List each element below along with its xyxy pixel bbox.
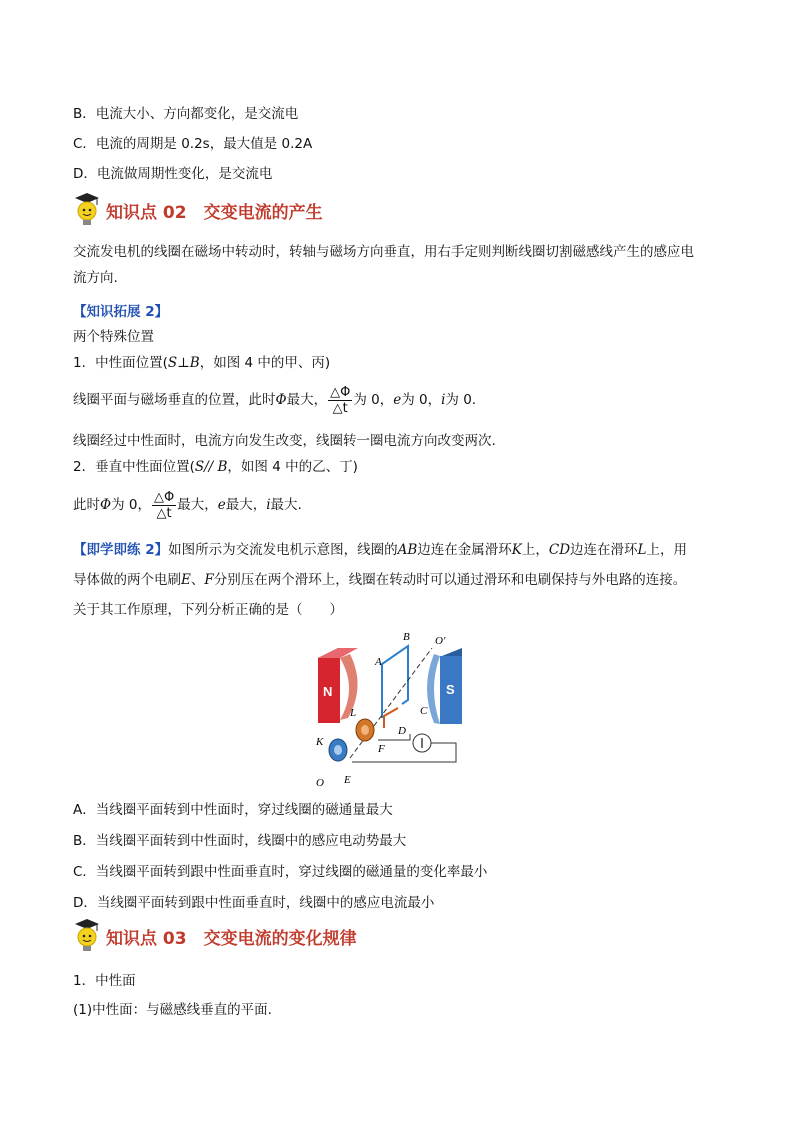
lightbulb-scholar-icon — [72, 192, 102, 228]
practice-line2: 导体做的两个电刷E、F分别压在两个滑环上，线圈在转动时可以通过滑环和电刷保持与外电路的连接。 — [73, 572, 687, 588]
practice-option-b[interactable]: B．当线圈平面转到中性面时，线圈中的感应电动势最大 — [73, 833, 407, 849]
svg-text:A: A — [375, 656, 382, 668]
perpendicular-plane-desc: 此时Φ为 0， $\frac{\triangle\Phi}{\triangle t}$ 最大，e最大，i最大. — [73, 489, 302, 521]
section-heading-03 — [72, 918, 357, 954]
practice-option-c[interactable]: C．当线圈平面转到跟中性面垂直时，穿过线圈的磁通量的变化率最小 — [73, 864, 488, 880]
two-special-positions: 两个特殊位置 — [73, 329, 154, 345]
svg-text:O: O — [316, 777, 324, 789]
svg-text:E: E — [344, 774, 351, 786]
svg-text:D: D — [398, 725, 406, 737]
section2-intro-line2: 流方向. — [73, 270, 118, 286]
option-c-prev: C．电流的周期是 0.2s，最大值是 0.2A — [73, 136, 313, 152]
practice-option-d[interactable]: D．当线圈平面转到跟中性面垂直时，线圈中的感应电流最小 — [73, 895, 435, 911]
practice-option-a[interactable]: A．当线圈平面转到中性面时，穿过线圈的磁通量最大 — [73, 802, 393, 818]
option-d-prev: D．电流做周期性变化，是交流电 — [73, 166, 273, 182]
svg-text:O′: O′ — [435, 635, 446, 647]
direction-change-note: 线圈经过中性面时，电流方向发生改变，线圈转一圈电流方向改变两次. — [73, 433, 496, 449]
practice-line3: 关于其工作原理，下列分析正确的是（ ） — [73, 602, 343, 618]
svg-text:L: L — [350, 707, 357, 719]
ac-generator-figure — [310, 628, 480, 790]
practice-label: 【即学即练 2】 — [73, 542, 169, 558]
flux-rate-fraction: $\frac{\triangle\Phi}{\triangle t}$ — [330, 384, 351, 416]
lightbulb-scholar-icon — [72, 918, 102, 954]
knowledge-expand-label: 【知识拓展 2】 — [73, 304, 169, 320]
svg-text:K: K — [316, 736, 324, 748]
svg-text:N: N — [323, 684, 333, 699]
practice-line1: 【即学即练 2】如图所示为交流发电机示意图，线圈的AB边连在金属滑环K上，CD边连在滑环L上，用 — [73, 542, 687, 558]
neutral-plane-definition: (1)中性面：与磁感线垂直的平面. — [73, 1002, 272, 1018]
svg-text:C: C — [420, 705, 428, 717]
section2-intro-line1: 交流发电机的线圈在磁场中转动时，转轴与磁场方向垂直，用右手定则判断线圈切割磁感线产生的感应电 — [73, 244, 694, 260]
section-title: 知识点 02 交变电流的产生 — [106, 202, 323, 223]
option-b-prev: B．电流大小、方向都变化，是交流电 — [73, 106, 299, 122]
neutral-plane-heading: 1．中性面 — [73, 973, 136, 989]
section-heading-02 — [72, 192, 323, 228]
perpendicular-plane-item: 2．垂直中性面位置(S// B，如图 4 中的乙、丁) — [73, 459, 358, 475]
svg-text:B: B — [403, 631, 410, 643]
neutral-plane-desc: 线圈平面与磁场垂直的位置，此时Φ最大， $\frac{\triangle\Phi}{\triangle t}$ 为 0，e为 0，i为 0. — [73, 384, 477, 416]
section-title: 知识点 03 交变电流的变化规律 — [106, 928, 357, 949]
neutral-plane-item: 1．中性面位置(S⊥B，如图 4 中的甲、丙) — [73, 355, 331, 371]
svg-text:S: S — [446, 682, 455, 697]
flux-rate-fraction-2: $\frac{\triangle\Phi}{\triangle t}$ — [153, 489, 175, 521]
svg-text:F: F — [378, 743, 385, 755]
